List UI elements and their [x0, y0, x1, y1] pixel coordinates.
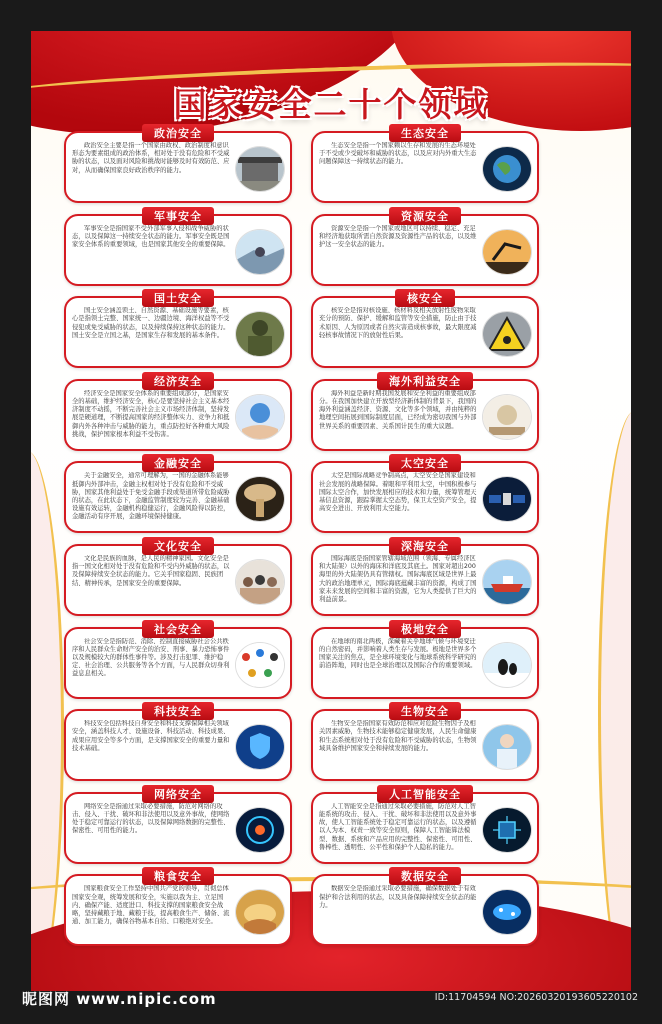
grain-hands-photo	[236, 890, 284, 934]
card-left_cards-4	[64, 457, 292, 533]
card-left_cards-7	[64, 705, 292, 781]
poster-title: 国家安全二十个领域	[173, 85, 489, 124]
soldier-photo	[236, 312, 284, 356]
watermark-id: ID:11704594 NO:20260320193605220102	[434, 992, 638, 1003]
card-description: 科技安全包括科技自身安全和科技支撑保障相关领域安全，涵盖科技人才、设施设备、科技活动、科技成果、成果应用安全等多个方面，是支撑国家安全的重要力量和技术基础。	[72, 720, 230, 752]
card-description: 政治安全主要是指一个国家由政权、政治制度和意识形态为要素组成的政治体系，相对处于没有危险和不受威胁的状态，以及面对风险和挑战时能够及时有效防范、应对，从而确保国家良好政治秩序的能力。	[72, 142, 230, 174]
card-right_cards-9	[311, 870, 539, 946]
card-left_cards-8	[64, 787, 292, 864]
hands-globe-photo	[236, 395, 284, 439]
card-title: 数据安全	[389, 867, 461, 885]
card-right_cards-5	[311, 540, 539, 616]
card-description: 数据安全是指通过采取必要措施，确保数据处于有效保护和合法利用的状态，以及具备保障持续安全状态的能力。	[319, 885, 477, 909]
card-title: 人工智能安全	[377, 785, 473, 803]
card-left_cards-9	[64, 870, 292, 946]
chip-photo	[483, 808, 531, 852]
card-title: 网络安全	[142, 785, 214, 803]
card-right_cards-3	[311, 374, 539, 451]
card-right_cards-0	[311, 127, 539, 203]
card-left_cards-5	[64, 540, 292, 616]
card-description: 太空是国际战略竞争制高点，太空安全是国家建设和社会发展的战略保障。着眼和平利用太空，中国积极参与国际太空合作，加快发展相应的技术和力量，统筹管理天基信息资源，跟踪掌握太空态势，保卫太空资产安全，提高安全进出、开放利用太空能力。	[319, 472, 477, 513]
card-left_cards-6	[64, 622, 292, 699]
card-right_cards-6	[311, 622, 539, 699]
globe-map-photo	[483, 395, 531, 439]
card-left_cards-0	[64, 127, 292, 203]
card-description: 国际海底是指国家管辖海域范围（领海、专属经济区和大陆架）以外的海床和洋底及其底土。国家对超出200海里的外大陆架仍具有管辖权。国际海底区域是世界上最大的政治地理单元，国际海底蕴藏丰富的资源，构成了国家未来发展的空间和丰富的资源，它为人类提供了巨大的利益前景。	[319, 555, 477, 604]
card-title: 经济安全	[142, 372, 214, 390]
card-right_cards-1	[311, 209, 539, 286]
card-title: 国土安全	[142, 289, 214, 307]
card-description: 国土安全涵盖领土、自然资源、基础设施等要素，核心是指领土完整、国家统一、边疆边境、海洋权益等不受侵犯或免受威胁的状态，以及持续保持这种状态的能力。国土安全是立国之基，是国家生存和发展的基本条件。	[72, 307, 230, 339]
card-title: 海外利益安全	[377, 372, 473, 390]
people-group-photo	[236, 560, 284, 604]
card-description: 生态安全是指一个国家赖以生存和发展的生态环境处于不受或少受破坏和威胁的状态，以及应对内外重大生态问题保障这一持续状态的能力。	[319, 142, 477, 166]
card-title: 资源安全	[389, 207, 461, 225]
military-photo	[236, 230, 284, 274]
card-left_cards-2	[64, 292, 292, 368]
card-description: 国家粮食安全工作坚持中国共产党的领导，贯彻总体国家安全观，统筹发展和安全，实施以我为主、立足国内、确保产能、适度进口、科技支撑的国家粮食安全战略，坚持藏粮于地、藏粮于技，提高粮食生产、储备、流通、加工能力，确保谷物基本自给、口粮绝对安全。	[72, 885, 230, 926]
card-description: 生物安全是指国家有效防范和应对危险生物因子及相关因素威胁，生物技术能够稳定健康发展，人民生命健康和生态系统相对处于没有危险和不受威胁的状态，生物领域具备维护国家安全和持续发展的能力。	[319, 720, 477, 752]
card-title: 粮食安全	[142, 867, 214, 885]
card-title: 核安全	[395, 289, 455, 307]
card-title: 极地安全	[389, 620, 461, 638]
card-description: 网络安全是指通过采取必要措施，防范对网络的攻击、侵入、干扰、破坏和非法使用以及意外事故，使网络处于稳定可靠运行的状态，以及保障网络数据的完整性、保密性、可用性的能力。	[72, 802, 230, 835]
earth-photo	[483, 147, 531, 191]
card-description: 军事安全是指国家不受外部军事入侵和战争威胁的状态，以及保障这一持续安全状态的能力。军事安全既是国家安全体系的重要领域，也是国家其他安全的重要保障。	[72, 224, 230, 248]
card-right_cards-8	[311, 787, 539, 864]
card-title: 太空安全	[389, 454, 461, 472]
data-cloud-photo	[483, 890, 531, 934]
satellite-photo	[483, 477, 531, 521]
card-description: 关于金融安全，通常可理解为，一国的金融体系能够抵御内外部冲击，金融主权相对处于没有危险和不受威胁，国家其他利益处于免受金融手段或渠道所带危险威胁的状态，在此状态下，金融监管制度较为完善、金融基础设施有效运转，金融机构稳健运行，金融风险得以防控，金融活动有序开展，金融环境保持健康。	[72, 472, 230, 521]
card-description: 资源安全是指一个国家或地区可以持续、稳定、充足和经济地获取所需自然资源及资源性产品的状态，以及维护这一安全状态的能力。	[319, 224, 477, 248]
lab-worker-photo	[483, 725, 531, 769]
radiation-sign-photo	[483, 312, 531, 356]
ship-photo	[483, 560, 531, 604]
card-right_cards-2	[311, 292, 539, 368]
penguin-photo	[483, 643, 531, 687]
card-title: 文化安全	[142, 537, 214, 555]
building-photo	[236, 147, 284, 191]
card-right_cards-7	[311, 705, 539, 781]
card-title: 金融安全	[142, 454, 214, 472]
card-title: 科技安全	[142, 702, 214, 720]
card-description: 在地球的南北两极，深藏着关乎地球气候与环境变迁的自然密码，并影响着人类生存与发展。极地是世界多个国家关注的焦点，是全球环境变化与地球系统科学研究的前沿阵地，同时也是全球治理以及国际合作的重要领域。	[319, 637, 477, 670]
card-description: 海外利益是新时期我国发展和安全利益的重要组成部分。在我国加快建立开放型经济新体制的背景下，我国的海外利益涵盖经济、资源、文化等多个领域，并由纯粹的地理空间拓展到国际制度层面，已经成为密切我国与外部世界关系的重要因素、关系国计民生的重大议题。	[319, 389, 477, 430]
watermark-site: 昵图网 www.nipic.com	[22, 990, 217, 1008]
crowd-network-photo	[236, 643, 284, 687]
card-title: 生物安全	[389, 702, 461, 720]
card-title: 社会安全	[142, 620, 214, 638]
card-left_cards-3	[64, 374, 292, 451]
card-description: 文化是民族的血脉，是人民的精神家园。文化安全是指一国文化相对处于没有危险和不受内外威胁的状态，以及保障持续安全状态的能力。它关乎国家稳固、民族团结、精神传承，是国家安全的重要保障。	[72, 555, 230, 587]
card-title: 军事安全	[142, 207, 214, 225]
card-description: 社会安全是指防范、消除、控制直接威胁社会公共秩序和人民群众生命财产安全的治安、刑事、暴力恐怖事件以及规模较大的群体性事件等。涉及打击犯罪、维护稳定、社会治理、公共服务等各个方面，与人民群众切身利益息息相关。	[72, 637, 230, 678]
card-description: 经济安全是国家安全体系的重要组成部分，是国家安全的基础，维护经济安全，核心是要坚持社会主义基本经济制度不动摇，不断完善社会主义市场经济体制，坚持发展是硬道理，不断提高国家的经济整体实力、竞争力和抵御内外各种冲击与威胁的能力，重点防控好各种重大风险挑战，保护国家根本利益不受伤害。	[72, 389, 230, 438]
card-title: 政治安全	[142, 124, 214, 142]
network-globe-photo	[236, 808, 284, 852]
card-description: 人工智能安全是指通过采取必要措施，防范对人工智能系统的攻击、侵入、干扰、破坏和非法使用以及意外事故，使人工智能系统处于稳定可靠运行的状态，以及遵循以人为本、权责一致等安全原则，保障人工智能算法模型、数据、系统和产品应用的完整性、保密性、可用性、鲁棒性、透明性、公平性和保护个人隐私的能力。	[319, 802, 477, 851]
building-dome-photo	[236, 477, 284, 521]
card-left_cards-1	[64, 209, 292, 286]
card-title: 生态安全	[389, 124, 461, 142]
oil-pump-photo	[483, 230, 531, 274]
card-right_cards-4	[311, 457, 539, 533]
card-description: 核安全是指对核设施、核材料及相关放射性废物采取充分的预防、保护、缓解和监管等安全措施，防止由于技术原因、人为原因或者自然灾害造成核事故，最大限度减轻核事故情况下的放射性后果。	[319, 307, 477, 339]
card-title: 深海安全	[389, 537, 461, 555]
poster	[31, 31, 631, 991]
shield-hand-photo	[236, 725, 284, 769]
